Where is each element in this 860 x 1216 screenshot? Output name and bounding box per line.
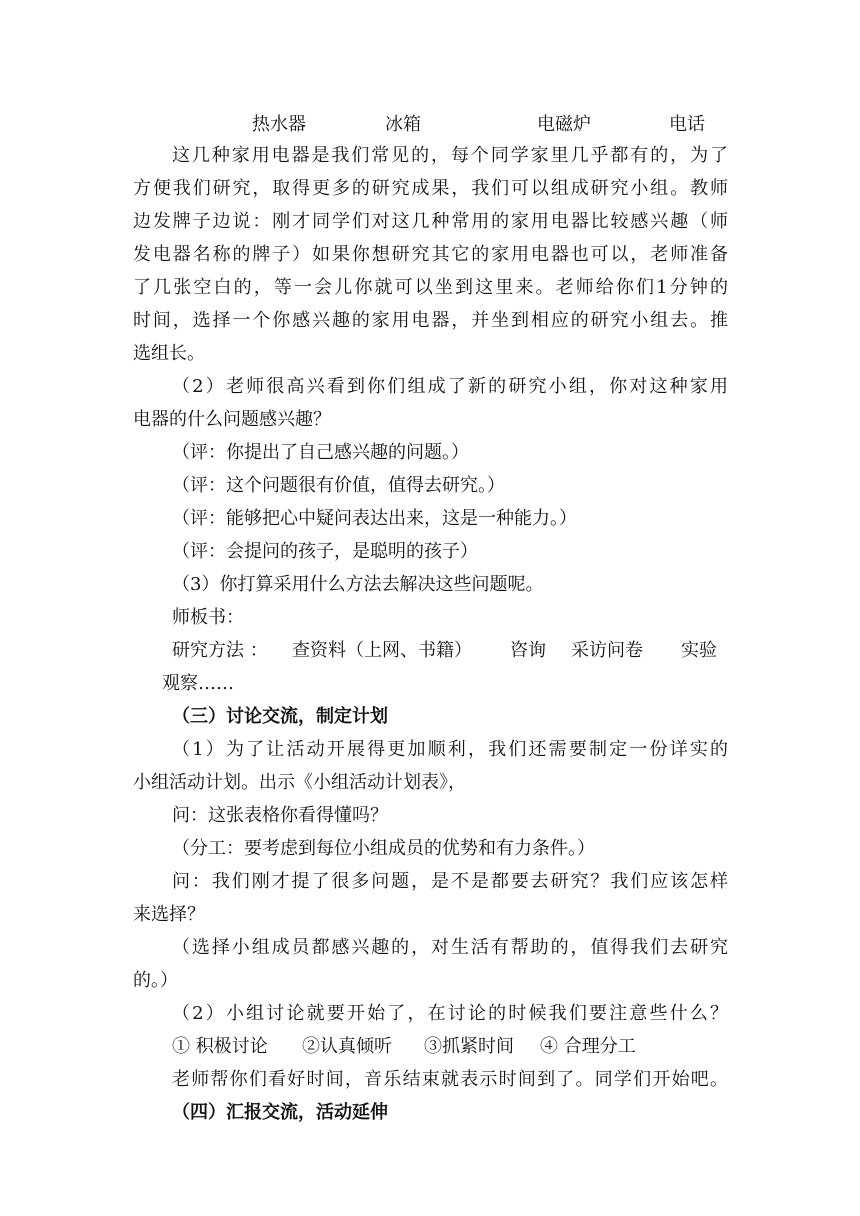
para1-line: 这几种家用电器是我们常见的，每个同学家里几乎都有的，为了 (172, 145, 728, 166)
para2-line: （2）老师很高兴看到你们组成了新的研究小组，你对这种家用 (172, 376, 728, 397)
board-label: 师板书： (172, 607, 244, 628)
question-line: 问：我们刚才提了很多问题，是不是都要去研究？我们应该怎样 (172, 871, 728, 892)
tip-item: ②认真倾听 (302, 1036, 392, 1057)
section-heading-3: （三）讨论交流，制定计划 (172, 706, 388, 727)
method-item: 采访问卷 (571, 640, 643, 661)
tip-item: ③抓紧时间 (424, 1036, 514, 1057)
appliance-list (0, 110, 860, 138)
question-line: 问：这张表格你看得懂吗？ (172, 805, 388, 826)
para6-line: 老师帮你们看好时间，音乐结束就表示时间到了。同学们开始吧。 (172, 1069, 728, 1090)
method-item: 查资料（上网、书籍） (292, 640, 472, 661)
para3-line: （3）你打算采用什么方法去解决这些问题呢。 (172, 574, 544, 595)
answer-line: 的。） (133, 970, 178, 991)
method-item: 咨询 (510, 640, 546, 661)
question-line: 来选择？ (133, 904, 205, 925)
appliance-induction-cooker: 电磁炉 (537, 114, 591, 135)
appliance-water-heater: 热水器 (252, 114, 306, 135)
comment-line: （评：会提问的孩子，是聪明的孩子） (172, 541, 478, 562)
para1-line: 发电器名称的牌子）如果你想研究其它的家用电器也可以，老师准备 (133, 244, 728, 265)
methods-continuation: 观察…… (162, 673, 234, 694)
para1-line: 方便我们研究，取得更多的研究成果，我们可以组成研究小组。教师 (133, 178, 728, 199)
para4-line: 小组活动计划。出示《小组活动计划表》， (133, 772, 466, 793)
methods-label: 研究方法 ： (172, 640, 268, 661)
para1-line: 边发牌子边说：刚才同学们对这几种常用的家用电器比较感兴趣（师 (133, 211, 728, 232)
para2-line: 电器的什么问题感兴趣？ (133, 409, 331, 430)
answer-line: （选择小组成员都感兴趣的，对生活有帮助的，值得我们去研究 (172, 937, 728, 958)
para5-line: （2）小组讨论就要开始了，在讨论的时候我们要注意些什么？ (172, 1003, 728, 1024)
method-item: 实验 (681, 640, 717, 661)
tip-item: ④ 合理分工 (540, 1036, 636, 1057)
comment-line: （评：这个问题很有价值，值得去研究。） (172, 475, 505, 496)
para4-line: （1）为了让活动开展得更加顺利，我们还需要制定一份详实的 (172, 739, 728, 760)
para1-line: 了几张空白的，等一会儿你就可以坐到这里来。老师给你们1分钟的 (133, 277, 728, 298)
para1-line: 选组长。 (133, 343, 205, 364)
appliance-telephone: 电话 (669, 114, 705, 135)
tip-item: ① 积极讨论 (172, 1036, 268, 1057)
appliance-fridge: 冰箱 (385, 114, 421, 135)
comment-line: （评：能够把心中疑问表达出来，这是一种能力。） (172, 508, 577, 529)
para1-line: 时间，选择一个你感兴趣的家用电器，并坐到相应的研究小组去。推 (133, 310, 728, 331)
section-heading-4: （四）汇报交流，活动延伸 (172, 1102, 388, 1123)
answer-line: （分工：要考虑到每位小组成员的优势和有力条件。） (172, 838, 595, 859)
comment-line: （评：你提出了自己感兴趣的问题。） (172, 442, 469, 463)
